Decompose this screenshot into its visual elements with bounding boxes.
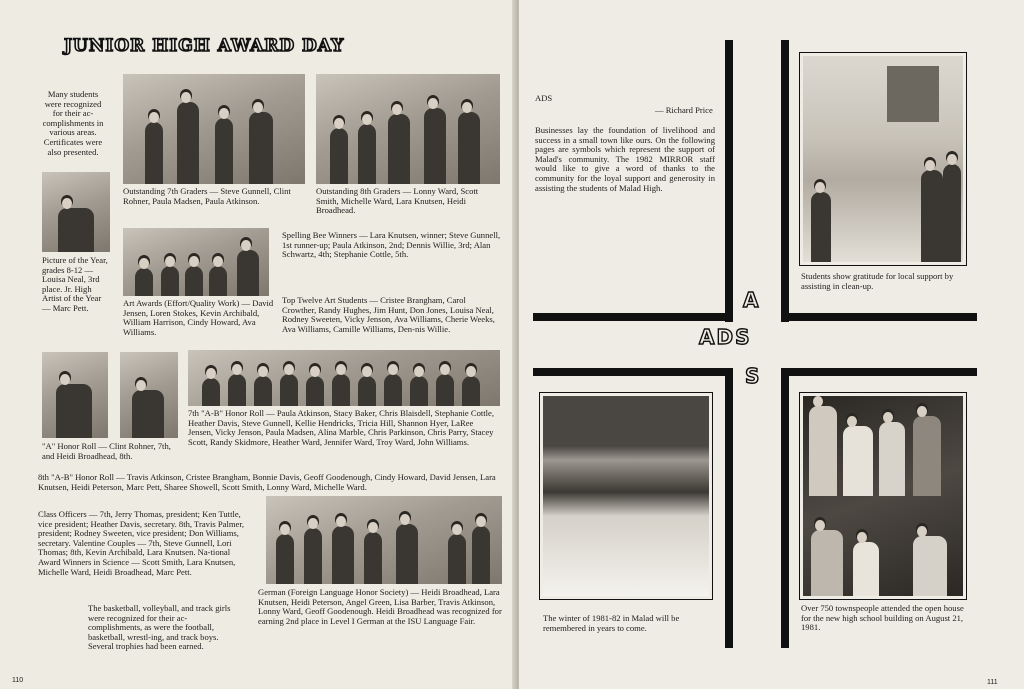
photo-german-honor-society (266, 496, 502, 584)
photo-cleanup (803, 56, 963, 262)
photo-frame-winter (539, 392, 713, 600)
photo-seventh-graders (123, 74, 305, 184)
caption-a-honor-roll: "A" Honor Roll — Clint Rohner, 7th, and Heidi Broadhead, 8th. (42, 441, 171, 461)
caption-spelling-bee: Spelling Bee Winners — Lara Knutsen, winner; Steve Gunnell, 1st runner-up; Paula Atkinson, 2nd; Dennis Willie, 3rd; Alan Schwartz, 4th; Stephanie Cottle, 5th. (282, 230, 501, 260)
photo-eighth-graders (316, 74, 500, 184)
quote-attribution: — Richard Price (655, 105, 713, 115)
cross-letter-top: A (743, 288, 761, 312)
caption-cleanup: Students show gratitude for local support by assisting in clean-up. (801, 271, 954, 291)
caption-seventh-graders: Outstanding 7th Graders — Steve Gunnell, Clint Rohner, Paula Madsen, Paula Atkinson. (123, 186, 291, 206)
cross-letters-middle: ADS (699, 325, 752, 349)
caption-picture-of-year: Picture of the Year, grades 8-12 — Louisa Neal, 3rd place. Jr. High Artist of the Year — Marc Pett. (42, 255, 108, 313)
photo-art-awards (123, 228, 269, 296)
caption-art-awards: Art Awards (Effort/Quality Work) — David Jensen, Loren Stokes, Kevin Archibald, William Harrison, Cindy Howard, Ava Williams. (123, 298, 274, 337)
page-number-right: 111 (987, 679, 998, 686)
cross-bar-bottom-right (781, 368, 977, 376)
caption-top-twelve: Top Twelve Art Students — Cristee Brangham, Carol Crowther, Randy Hughes, Jim Hunt, Don Jones, Louisa Neal, Rodney Sweeten, Vicky Jenson, Ava Williams, Cherie Weeks, Ava Williams, Camille Williams, Den-nis Willie. (282, 295, 495, 334)
ads-heading: ADS (535, 93, 553, 103)
page-number-left: 110 (12, 677, 24, 684)
caption-eighth-graders: Outstanding 8th Graders — Lonny Ward, Scott Smith, Michelle Ward, Lara Knutsen, Heidi Broadhead. (316, 186, 479, 216)
intro-text: Many students were recognized for their ac-complishments in various areas. Certificates were also presented. (42, 89, 104, 157)
cross-bar-bottom-left (533, 368, 733, 376)
caption-open-house: Over 750 townspeople attended the open house for the new high school building on August 21, 1981. (801, 603, 964, 633)
photo-open-house (803, 396, 963, 596)
photo-a-honor-roll-girl (120, 352, 178, 438)
caption-class-officers: Class Officers — 7th, Jerry Thomas, president; Ken Tuttle, vice president; Heather Davis, secretary. 8th, Travis Palmer, president; Rodney Sweeten, vice president; Don Williams, secretary. Valentine Couples — 7th, Steve Gunnell, Lori Thomas; 8th, Kevin Archibald, Lara Knutsen. Na-tional Award Winners in Science — Scott Smith, Lara Knutsen, Michelle Ward, Heidi Broadhead, Marc Pett. (38, 509, 245, 577)
page-title: JUNIOR HIGH AWARD DAY (64, 36, 345, 56)
cross-bar-top-right (781, 313, 977, 321)
photo-winter (543, 396, 709, 596)
cross-bar-right-lower (781, 368, 789, 648)
right-page (519, 0, 1024, 689)
caption-eighth-ab-honor-roll: 8th "A-B" Honor Roll — Travis Atkinson, Cristee Brangham, Bonnie Davis, Geoff Goodenough, Cindy Howard, David Jensen, Lara Knutsen, Heidi Peterson, Marc Pett, Sharee Showell, Scott Smith, Lonny Ward, Michelle Ward. (38, 472, 496, 492)
photo-seventh-ab-honor-roll (188, 350, 500, 406)
cross-bar-top-left (533, 313, 733, 321)
cross-bar-left-upper (725, 40, 733, 322)
cross-letter-bottom: S (745, 364, 762, 388)
cross-bar-right-upper (781, 40, 789, 322)
photo-frame-cleanup (799, 52, 967, 266)
photo-frame-open-house (799, 392, 967, 600)
caption-sports: The basketball, volleyball, and track girls were recognized for their ac-complishments, as were the football, basketball, wrestl-ing, and track boys. Several trophies had been earned. (88, 603, 231, 652)
caption-winter: The winter of 1981-82 in Malad will be remembered in years to come. (543, 613, 680, 633)
caption-seventh-ab-honor-roll: 7th "A-B" Honor Roll — Paula Atkinson, Stacy Baker, Chris Blaisdell, Stephanie Cottle, Heather Davis, Steve Gunnell, Kellie Hendricks, Tricia Hill, Shannon Hyer, LaRee Jensen, Vicky Jenson, Paula Madsen, Alina Marble, Chris Parkinson, Chris Parry, Stacey Scott, Randy Skidmore, Heather Ward, Jennifer Ward, Troy Ward, John Williams. (188, 408, 494, 447)
photo-picture-of-year (42, 172, 110, 252)
photo-a-honor-roll-boy (42, 352, 108, 438)
caption-german-honor-society: German (Foreign Language Honor Society) — Heidi Broadhead, Lara Knutsen, Heidi Peterson, Angel Green, Lisa Barber, Travis Atkinson, Lonny Ward, Geoff Goodenough. Heidi Broadhead was recognized for earning 2nd place in Level I German at the ISU Language Fair. (258, 587, 502, 626)
cross-bar-left-lower (725, 368, 733, 648)
ads-body-text: Businesses lay the foundation of livelihood and success in a small town like ours. On the following pages are symbols which represent the support of Malad's community. The 1982 MIRROR staff would like to give a word of thanks to the community for the loyal support and generosity in assisting the students of Malad High. (535, 125, 715, 193)
